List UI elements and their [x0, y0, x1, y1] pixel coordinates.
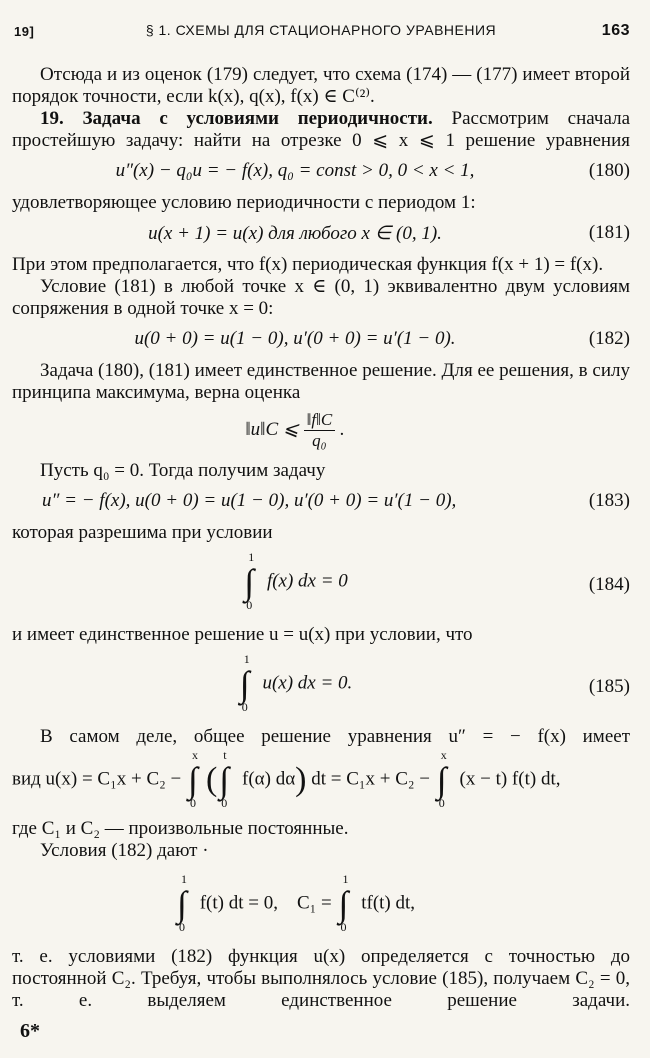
- conditions-first: f(t) dt = 0,: [199, 892, 278, 914]
- paragraph-2: [12, 108, 630, 152]
- equation-183-number: (183): [588, 490, 630, 511]
- page-number: 163: [601, 22, 630, 39]
- integral-sign: 1 ∫ 0: [244, 550, 255, 612]
- integral-sign: x ∫ 0: [187, 748, 198, 810]
- conditions-mid: C₁ =: [296, 892, 332, 914]
- paragraph-1: Отсюда и из оценок (179) следует, что схема (174) — (177) имеет второй порядок точности, если k(x), q(x), f(x) ∈ C⁽²⁾.: [12, 64, 630, 107]
- equation-180-body: u″(x) − q₀u = − f(x), q₀ = const > 0, 0 < x < 1,: [115, 160, 475, 181]
- conditions-second: tf(t) dt,: [361, 892, 416, 914]
- estimate-fraction: [304, 410, 336, 451]
- integral-sign: 1 ∫ 0: [338, 872, 349, 934]
- general-solution-inner: f(α) dα: [242, 768, 296, 790]
- running-header: [12, 14, 630, 44]
- equation-182-body: u(0 + 0) = u(1 − 0), u′(0 + 0) = u′(1 − 0).: [134, 328, 456, 349]
- general-solution-prefix: вид u(x) = C₁x + C₂ −: [12, 768, 182, 790]
- integral-sign: 1 ∫ 0: [176, 872, 187, 934]
- integral-sign: 1 ∫ 0: [239, 652, 250, 714]
- paragraph-7: Пусть q₀ = 0. Тогда получим задачу: [40, 460, 326, 481]
- estimate: [12, 404, 630, 460]
- paragraph-2-text: Рассмотрим сначала простейшую задачу: найти на отрезке 0 ⩽ x ⩽ 1 решение уравнения: [12, 108, 630, 151]
- general-solution: вид u(x) = C₁x + C₂ − x ∫ 0 ( t ∫ 0 f(α) dα) dt = C₁x + C₂ − x ∫ 0 (x − t) f(t) dt,: [12, 748, 561, 810]
- paragraph-11: где C₁ и C₂ — произвольные постоянные.: [12, 818, 349, 839]
- paragraph-12: Условия (182) дают ·: [40, 840, 209, 861]
- conditions: [12, 862, 630, 946]
- estimate-numerator: ‖f‖C: [304, 410, 336, 431]
- equation-181: [12, 214, 630, 254]
- section-title: 19. Задача с условиями периодичности.: [40, 108, 433, 129]
- equation-184: [12, 544, 630, 624]
- footer-signature: 6*: [20, 1020, 40, 1042]
- paragraph-5: Условие (181) в любой точке x ∈ (0, 1) эквивалентно двум условиям сопряжения в одной точке x = 0:: [12, 276, 630, 319]
- estimate-tail: .: [339, 418, 345, 440]
- general-solution-mid: dt = C₁x + C₂ −: [311, 768, 431, 790]
- page: [12, 14, 630, 1012]
- paragraph-6: Задача (180), (181) имеет единственное решение. Для ее решения, в силу принципа максимума, верна оценка: [12, 360, 630, 403]
- estimate-denominator: q₀: [312, 431, 327, 450]
- equation-180: [12, 152, 630, 192]
- equation-184-number: (184): [588, 574, 630, 595]
- general-solution-last: (x − t) f(t) dt,: [459, 768, 561, 790]
- equation-180-number: (180): [588, 160, 630, 181]
- equation-184-body: f(x) dx = 0: [266, 570, 348, 592]
- header-title: § 1. СХЕМЫ ДЛЯ СТАЦИОНАРНОГО УРАВНЕНИЯ: [145, 22, 497, 38]
- equation-182-number: (182): [588, 328, 630, 349]
- equation-183: [12, 482, 630, 522]
- paragraph-3: удовлетворяющее условию периодичности с периодом 1:: [12, 192, 476, 213]
- estimate-lhs: ‖u‖C ⩽: [245, 418, 299, 440]
- paragraph-8: которая разрешима при условии: [12, 522, 273, 543]
- paragraph-4: При этом предполагается, что f(x) периодическая функция f(x + 1) = f(x).: [12, 254, 604, 275]
- equation-185-body: u(x) dx = 0.: [262, 672, 353, 694]
- integral-sign: t ∫ 0: [219, 748, 230, 810]
- paragraph-9: и имеет единственное решение u = u(x) при условии, что: [12, 624, 473, 645]
- equation-181-body: u(x + 1) = u(x) для любого x ∈ (0, 1).: [148, 223, 442, 244]
- header-left: 19]: [14, 24, 35, 39]
- equation-181-number: (181): [588, 222, 630, 243]
- equation-185: [12, 646, 630, 726]
- integral-sign: x ∫ 0: [436, 748, 447, 810]
- equation-183-body: u″ = − f(x), u(0 + 0) = u(1 − 0), u′(0 + 0) = u′(1 − 0),: [42, 490, 457, 511]
- equation-182: [12, 320, 630, 360]
- equation-185-number: (185): [588, 676, 630, 697]
- paragraph-10: В самом деле, общее решение уравнения u″ = − f(x) имеет: [40, 726, 630, 747]
- paragraph-13: т. е. условиями (182) функция u(x) определяется с точностью до постоянной C₂. Требуя, чтобы выполнялось условие (185), получаем C₂ = 0, т. е. выделяем единственное решение задачи.: [12, 946, 630, 1011]
